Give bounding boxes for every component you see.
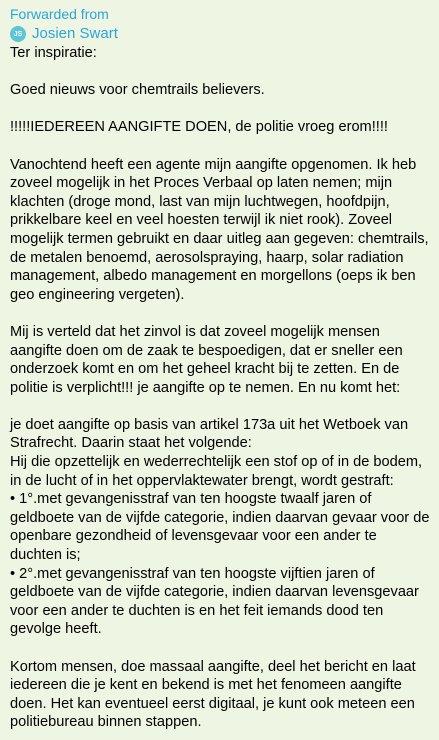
list-item: • 2°.met gevangenisstraf van ten hoogste vijftien jaren of geldboete van de vijfde categorie, indien daarvan levensgevaar voor een ander te duchten is en het feit iemands dood ten gevolge heeft. xyxy=(10,565,419,638)
message-paragraph: Goed nieuws voor chemtrails believers. xyxy=(10,82,265,99)
author-avatar[interactable]: JS xyxy=(10,26,26,42)
message-paragraph: Hij die opzettelijk en wederrechtelijk een stof op of in de bodem, in de lucht of in het oppervlaktewater brengt, wordt gestraft: xyxy=(10,454,423,489)
message-paragraph: Ter inspiratie: xyxy=(10,45,97,61)
list-item: • 1°.met gevangenisstraf van ten hoogste twaalf jaren of geldboete van de vijfde categorie, indien daarvan gevaar voor de openbare gezondheid of levensgevaar voor een ander te duchten is; xyxy=(10,491,430,564)
forwarded-label: Forwarded from xyxy=(10,6,109,22)
message-paragraph: !!!!!IEDEREEN AANGIFTE DOEN, de politie vroeg erom!!!! xyxy=(10,119,388,136)
message-paragraph: Mij is verteld dat het zinvol is dat zoveel mogelijk mensen aangifte doen om de zaak te bespoedigen, dat er sneller een onderzoek komt en om het geheel kracht bij te zetten. En de politie is verplicht!!! je aangifte op te nemen. En nu komt het: xyxy=(10,323,403,396)
message-text xyxy=(10,44,431,732)
message-paragraph: Kortom mensen, doe massaal aangifte, deel het bericht en laat iedereen die je kent en bekend is met het fenomeen aangifte doen. Het kan eventueel eerst digitaal, je kunt ook meteen een politiebureau binnen stappen. xyxy=(10,658,416,731)
author-name-link[interactable]: Josien Swart xyxy=(32,25,118,42)
message-paragraph: Vanochtend heeft een agente mijn aangifte opgenomen. Ik heb zoveel mogelijk in het Proces Verbaal op laten nemen; mijn klachten (droge mond, last van mijn luchtwegen, hoofdpijn, prikkelbare keel en veel hoesten terwijl ik niet rook). Zoveel mogelijk termen gebruikt en daar uitleg aan gegeven: chemtrails, de metalen benoemd, aerosolspraying, haarp, solar radiation management, albedo management en morgellons (oeps ik ben geo engineering vergeten). xyxy=(10,156,429,303)
forwarded-author[interactable] xyxy=(10,24,431,44)
message-paragraph: je doet aangifte op basis van artikel 173a uit het Wetboek van Strafrecht. Daarin staat het volgende: xyxy=(10,416,409,452)
